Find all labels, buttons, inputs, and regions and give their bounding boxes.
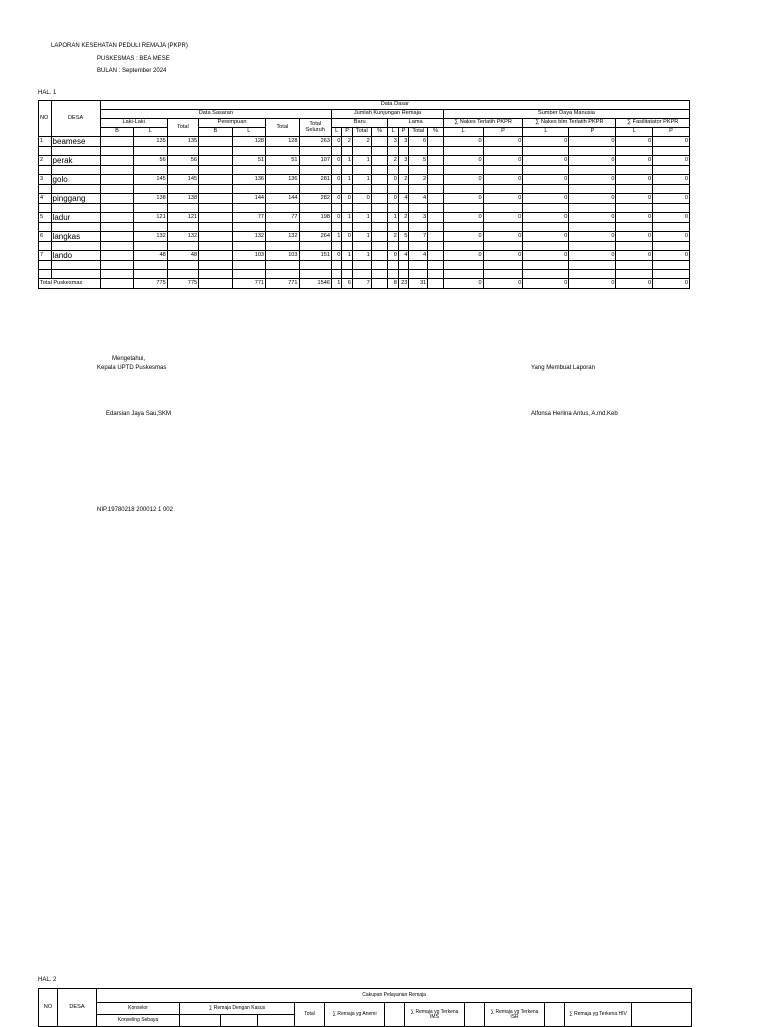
cell-lama-pct (428, 156, 444, 166)
cell-baru-total: 1 (352, 175, 371, 185)
cell-perempuan-l: 132 (232, 232, 265, 242)
total-seluruh-header: Total Seluruh (299, 119, 331, 137)
cell-laki-l: 145 (134, 175, 167, 185)
total-baru-total: 7 (352, 279, 371, 289)
cell-baru-p: 1 (342, 156, 352, 166)
cell-lama-pct (428, 137, 444, 147)
cell-lama-p: 2 (398, 213, 408, 223)
fasilitator-l-header: L (616, 128, 653, 137)
cell-perempuan-b (199, 137, 232, 147)
cell-nakes-blm-l: 0 (523, 232, 569, 242)
cell-nakes-terlatih-l: 0 (443, 194, 483, 204)
puskesmas-label: PUSKESMAS : BEA MESE (97, 56, 170, 62)
cell-baru-total: 1 (352, 232, 371, 242)
cell-total-seluruh: 263 (299, 137, 331, 147)
cell-lama-p: 2 (398, 175, 408, 185)
cell-baru-pct (371, 194, 388, 204)
cell-lama-l: 0 (388, 175, 398, 185)
cell-laki-b (100, 213, 133, 223)
nakes-blm-l-header: L (523, 128, 569, 137)
total-nakes-terlatih-l: 0 (443, 279, 483, 289)
cell-baru-pct (371, 156, 388, 166)
row-no: 4 (39, 194, 52, 204)
konselor-header: Konselor (97, 1003, 180, 1015)
cell-baru-l: 0 (331, 251, 341, 261)
total-perempuan-b (199, 279, 232, 289)
cell-baru-p: 1 (342, 175, 352, 185)
laki-total-header: Total (167, 119, 198, 137)
total-laki-b (100, 279, 133, 289)
total-lama-p: 23 (398, 279, 408, 289)
ims-header: ∑ Remaja yg Terkena IMS (405, 1003, 465, 1027)
cell-laki-total: 56 (167, 156, 198, 166)
page-label-1: HAL. 1 (38, 90, 57, 96)
row-no: 3 (39, 175, 52, 185)
report-title: LAPORAN KESEHATAN PEDULI REMAJA (PKPR) (51, 43, 188, 49)
cell-nakes-blm-p: 0 (569, 175, 616, 185)
total-row (39, 279, 690, 289)
cell-perempuan-l: 144 (232, 194, 265, 204)
cell-laki-b (100, 232, 133, 242)
total-nakes-blm-p: 0 (569, 279, 616, 289)
nip-label: NIP.19780218 200012 1 002 (97, 507, 173, 513)
laki-l-header: L (134, 128, 167, 137)
cell-fasilitator-l: 0 (616, 156, 653, 166)
mengetahui-label: Mengetahui, (112, 356, 146, 362)
cell-nakes-terlatih-l: 0 (443, 137, 483, 147)
cell-perempuan-b (199, 213, 232, 223)
cell-baru-pct (371, 232, 388, 242)
cell-laki-b (100, 194, 133, 204)
cell-laki-total: 145 (167, 175, 198, 185)
cell-nakes-terlatih-l: 0 (443, 232, 483, 242)
row-desa: golo (51, 175, 100, 185)
cell-fasilitator-l: 0 (616, 232, 653, 242)
cell-nakes-blm-p: 0 (569, 137, 616, 147)
cell-baru-total: 2 (352, 137, 371, 147)
baru-pct-header: % (371, 128, 388, 137)
perempuan-header: Perempuan (199, 119, 266, 128)
cell-baru-p: 2 (342, 137, 352, 147)
cell-nakes-blm-l: 0 (523, 194, 569, 204)
isr-header: ∑ Remaja yg Terkena ISR (485, 1003, 545, 1027)
total-fasilitator-l: 0 (616, 279, 653, 289)
cell-lama-pct (428, 194, 444, 204)
cell-fasilitator-p: 0 (653, 156, 690, 166)
total-lama-total: 31 (409, 279, 428, 289)
cell-laki-total: 135 (167, 137, 198, 147)
cell-lama-pct (428, 213, 444, 223)
cell-nakes-blm-l: 0 (523, 137, 569, 147)
cell-nakes-terlatih-l: 0 (443, 213, 483, 223)
cell-nakes-blm-l: 0 (523, 213, 569, 223)
pembuat-label: Yang Membuat Laporan (531, 365, 595, 371)
total-total-seluruh: 1546 (299, 279, 331, 289)
spacer-row (39, 166, 690, 175)
cell-baru-p: 0 (342, 194, 352, 204)
cell-lama-total: 6 (409, 137, 428, 147)
row-desa: lando (51, 251, 100, 261)
cell-lama-pct (428, 232, 444, 242)
cell-fasilitator-p: 0 (653, 194, 690, 204)
cell-laki-b (100, 156, 133, 166)
cell-laki-b (100, 251, 133, 261)
row-no: 6 (39, 232, 52, 242)
row-desa: beamese (51, 137, 100, 147)
total-laki-l: 775 (134, 279, 167, 289)
cell-lama-p: 4 (398, 194, 408, 204)
col-no-header: NO (39, 101, 52, 137)
perempuan-total-header: Total (266, 119, 299, 137)
cell-nakes-terlatih-p: 0 (483, 213, 523, 223)
cell-fasilitator-l: 0 (616, 175, 653, 185)
pkpr-table (38, 100, 690, 289)
cell-nakes-terlatih-p: 0 (483, 175, 523, 185)
cell-perempuan-total: 103 (266, 251, 299, 261)
cell-fasilitator-p: 0 (653, 175, 690, 185)
cell-lama-total: 4 (409, 194, 428, 204)
cell-total-seluruh: 281 (299, 175, 331, 185)
laki-header: Laki-Laki (100, 119, 167, 128)
total-fasilitator-p: 0 (653, 279, 690, 289)
cell-laki-l: 132 (134, 232, 167, 242)
cell-perempuan-b (199, 232, 232, 242)
cell-lama-total: 7 (409, 232, 428, 242)
table-row (39, 251, 690, 261)
data-dasar-header: Data Dasar (100, 101, 689, 110)
cell-perempuan-b (199, 194, 232, 204)
page-label-2: HAL. 2 (38, 977, 57, 983)
cell-nakes-blm-p: 0 (569, 232, 616, 242)
cell-fasilitator-p: 0 (653, 213, 690, 223)
cell-baru-pct (371, 175, 388, 185)
cell-fasilitator-l: 0 (616, 251, 653, 261)
baru-total-header: Total (352, 128, 371, 137)
cell-laki-l: 121 (134, 213, 167, 223)
table-body (39, 137, 690, 289)
baru-l-header: L (331, 128, 341, 137)
cell-lama-pct (428, 251, 444, 261)
cell-baru-pct (371, 213, 388, 223)
cell-perempuan-l: 136 (232, 175, 265, 185)
cell-nakes-blm-l: 0 (523, 175, 569, 185)
cell-total-seluruh: 151 (299, 251, 331, 261)
anemi-header: ∑ Remaja yg Anemi (325, 1003, 385, 1027)
cell-lama-p: 3 (398, 156, 408, 166)
cell-laki-b (100, 137, 133, 147)
cell-perempuan-b (199, 251, 232, 261)
cell-laki-total: 121 (167, 213, 198, 223)
cell-baru-pct (371, 251, 388, 261)
kunjungan-header: Jumlah Kunjungan Remaja (331, 110, 443, 119)
spacer-row (39, 242, 690, 251)
cell-nakes-terlatih-l: 0 (443, 251, 483, 261)
cell-lama-l: 2 (388, 232, 398, 242)
perempuan-l-header: L (232, 128, 265, 137)
cell-total-seluruh: 264 (299, 232, 331, 242)
row-no: 7 (39, 251, 52, 261)
cell-nakes-terlatih-l: 0 (443, 156, 483, 166)
nakes-terlatih-l-header: L (443, 128, 483, 137)
cell-lama-p: 3 (398, 137, 408, 147)
cell-nakes-blm-p: 0 (569, 156, 616, 166)
spacer-row (39, 147, 690, 156)
cell-baru-l: 0 (331, 156, 341, 166)
laki-b-header: B (100, 128, 133, 137)
cell-laki-l: 135 (134, 137, 167, 147)
cell-perempuan-total: 51 (266, 156, 299, 166)
total-baru-l: 1 (331, 279, 341, 289)
kasus-header: ∑ Remaja Dengan Kasus (180, 1003, 295, 1015)
kepala-name: Edarsian Jaya Sau,SKM (106, 411, 172, 417)
cell-laki-l: 48 (134, 251, 167, 261)
cell-perempuan-total: 77 (266, 213, 299, 223)
lama-p-header: P (398, 128, 408, 137)
cell-lama-p: 5 (398, 232, 408, 242)
lama-total-header: Total (409, 128, 428, 137)
lama-header: Lama (388, 119, 443, 128)
nakes-terlatih-header: ∑ Nakes Terlatih PKPR (443, 119, 523, 128)
row-no: 2 (39, 156, 52, 166)
table-row (39, 194, 690, 204)
row-desa: pinggang (51, 194, 100, 204)
cell-perempuan-b (199, 156, 232, 166)
spacer-row (39, 185, 690, 194)
cakupan-header: Cakupan Pelayanan Remaja (97, 989, 692, 1003)
baru-header: Baru (331, 119, 387, 128)
cell-baru-total: 1 (352, 213, 371, 223)
cell-nakes-blm-p: 0 (569, 251, 616, 261)
cell-perempuan-total: 132 (266, 232, 299, 242)
total-baru-p: 6 (342, 279, 352, 289)
cell-fasilitator-p: 0 (653, 232, 690, 242)
lama-l-header: L (388, 128, 398, 137)
total-nakes-terlatih-p: 0 (483, 279, 523, 289)
total-perempuan-l: 771 (232, 279, 265, 289)
t2-no-header: NO (39, 989, 58, 1027)
fasilitator-p-header: P (653, 128, 690, 137)
baru-p-header: P (342, 128, 352, 137)
cell-nakes-blm-p: 0 (569, 213, 616, 223)
perempuan-b-header: B (199, 128, 232, 137)
cell-fasilitator-l: 0 (616, 194, 653, 204)
cell-perempuan-total: 136 (266, 175, 299, 185)
cell-laki-total: 138 (167, 194, 198, 204)
t2-desa-header: DESA (58, 989, 97, 1027)
cell-total-seluruh: 282 (299, 194, 331, 204)
cell-perempuan-l: 51 (232, 156, 265, 166)
pembuat-name: Alfonsa Herlina Antus, A.md.Keb (531, 411, 618, 417)
cell-nakes-terlatih-p: 0 (483, 156, 523, 166)
row-desa: perak (51, 156, 100, 166)
hiv-header: ∑ Remaja yg Terkena HIV (565, 1003, 632, 1027)
cell-lama-total: 3 (409, 213, 428, 223)
bulan-label: BULAN : September 2024 (97, 68, 167, 74)
cell-nakes-terlatih-p: 0 (483, 194, 523, 204)
row-no: 1 (39, 137, 52, 147)
cell-nakes-terlatih-p: 0 (483, 137, 523, 147)
cell-lama-p: 4 (398, 251, 408, 261)
spacer-row (39, 270, 690, 279)
total-perempuan-total: 771 (266, 279, 299, 289)
cell-perempuan-total: 144 (266, 194, 299, 204)
cell-laki-b (100, 175, 133, 185)
konseling-sebaya-header: Konseling Sebaya (97, 1015, 180, 1027)
row-desa: langkas (51, 232, 100, 242)
cell-laki-total: 48 (167, 251, 198, 261)
table-row (39, 156, 690, 166)
t2-total-header: Total (295, 1003, 325, 1027)
cell-laki-l: 138 (134, 194, 167, 204)
cell-baru-l: 0 (331, 137, 341, 147)
nakes-blm-header: ∑ Nakes blm Terlatih PKPR (523, 119, 616, 128)
total-baru-pct (371, 279, 388, 289)
cell-baru-pct (371, 137, 388, 147)
cell-lama-pct (428, 175, 444, 185)
cell-lama-l: 2 (388, 156, 398, 166)
cell-total-seluruh: 107 (299, 156, 331, 166)
cell-baru-total: 0 (352, 194, 371, 204)
cell-laki-total: 132 (167, 232, 198, 242)
cell-perempuan-total: 128 (266, 137, 299, 147)
table-row (39, 137, 690, 147)
cell-nakes-blm-l: 0 (523, 251, 569, 261)
total-lama-pct (428, 279, 444, 289)
cell-baru-total: 1 (352, 156, 371, 166)
total-lama-l: 8 (388, 279, 398, 289)
lama-pct-header: % (428, 128, 444, 137)
row-desa: ladur (51, 213, 100, 223)
cell-baru-l: 0 (331, 213, 341, 223)
cell-nakes-blm-p: 0 (569, 194, 616, 204)
kepala-label: Kepala UPTD Puskesmas (97, 365, 167, 371)
col-desa-header: DESA (51, 101, 100, 137)
cell-lama-l: 3 (388, 137, 398, 147)
cell-lama-total: 5 (409, 156, 428, 166)
cell-nakes-terlatih-l: 0 (443, 175, 483, 185)
cell-lama-l: 0 (388, 251, 398, 261)
cell-total-seluruh: 198 (299, 213, 331, 223)
cell-perempuan-l: 77 (232, 213, 265, 223)
cakupan-table (38, 988, 692, 1027)
data-sasaran-header: Data Sasaran (100, 110, 331, 119)
cell-nakes-blm-l: 0 (523, 156, 569, 166)
cell-baru-total: 1 (352, 251, 371, 261)
total-label: Total Puskesmas (39, 279, 101, 289)
row-no: 5 (39, 213, 52, 223)
nakes-blm-p-header: P (569, 128, 616, 137)
spacer-row (39, 223, 690, 232)
cell-lama-l: 0 (388, 194, 398, 204)
total-laki-total: 775 (167, 279, 198, 289)
cell-baru-p: 1 (342, 213, 352, 223)
cell-fasilitator-p: 0 (653, 137, 690, 147)
cell-perempuan-l: 103 (232, 251, 265, 261)
cell-nakes-terlatih-p: 0 (483, 232, 523, 242)
table-row (39, 175, 690, 185)
nakes-terlatih-p-header: P (483, 128, 523, 137)
cell-baru-p: 1 (342, 251, 352, 261)
cell-lama-total: 4 (409, 251, 428, 261)
cell-nakes-terlatih-p: 0 (483, 251, 523, 261)
cell-baru-l: 1 (331, 232, 341, 242)
cell-fasilitator-l: 0 (616, 137, 653, 147)
cell-lama-total: 2 (409, 175, 428, 185)
cell-perempuan-l: 128 (232, 137, 265, 147)
spacer-row (39, 204, 690, 213)
cell-fasilitator-l: 0 (616, 213, 653, 223)
cell-perempuan-b (199, 175, 232, 185)
cell-laki-l: 56 (134, 156, 167, 166)
sdm-header: Sumber Daya Manusia (443, 110, 689, 119)
cell-baru-p: 0 (342, 232, 352, 242)
cell-lama-l: 1 (388, 213, 398, 223)
cell-fasilitator-p: 0 (653, 251, 690, 261)
table-row (39, 232, 690, 242)
fasilitator-header: ∑ Fasilitatator PKPR (616, 119, 690, 128)
table-row (39, 213, 690, 223)
spacer-row (39, 261, 690, 270)
cell-baru-l: 0 (331, 194, 341, 204)
cell-baru-l: 0 (331, 175, 341, 185)
total-nakes-blm-l: 0 (523, 279, 569, 289)
